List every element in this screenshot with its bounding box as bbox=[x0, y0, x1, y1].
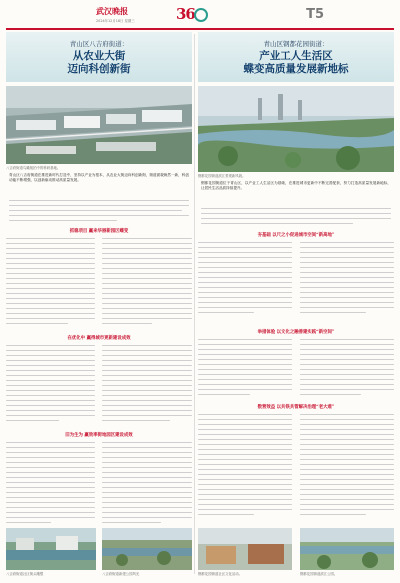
body-text-right-c bbox=[198, 339, 292, 399]
paper-name: 武汉晚报 bbox=[96, 6, 128, 16]
headline-line-2: 迈向科创新街 bbox=[67, 63, 131, 75]
body-text-left-e bbox=[6, 442, 95, 527]
bottom-caption-2: 八吉府街道新建公园风光 bbox=[102, 572, 140, 576]
photo-caption: 钢都花园街道滨江景观新风貌。 bbox=[198, 174, 246, 178]
headline-line-2: 蝶变高质量发展新地标 bbox=[243, 63, 349, 75]
headline-line-1: 产业工人生活区 bbox=[259, 50, 333, 62]
body-text-right-d bbox=[300, 339, 394, 399]
column-divider bbox=[194, 34, 195, 574]
riverside-photo-illustration bbox=[6, 528, 96, 570]
body-text-left-b bbox=[102, 238, 192, 328]
headline-box bbox=[198, 32, 394, 82]
body-text-right-a bbox=[198, 242, 292, 317]
body-text-right-b bbox=[300, 242, 394, 317]
aerial-photo bbox=[6, 86, 192, 164]
subhead-3: 旧为生为 赢效率街地园区建设成效 bbox=[65, 433, 133, 438]
subhead-3: 数营效益 以共铁共管解决治理“老大难” bbox=[257, 405, 335, 410]
headline-box bbox=[6, 32, 192, 82]
bottom-caption-1: 钢都花园街道社区文化活动。 bbox=[198, 572, 243, 576]
anniversary-mark: 36 bbox=[176, 5, 195, 23]
body-text-right-f bbox=[300, 414, 394, 519]
masthead bbox=[6, 4, 394, 30]
subhead-1: 夯基础 以尺之小促进城市空间“新高地” bbox=[257, 233, 335, 238]
bottom-photo-2 bbox=[102, 528, 192, 570]
subhead-2: 举措体验 以文化之融善建实践“新空间” bbox=[257, 330, 335, 335]
anniversary-ring-icon bbox=[194, 8, 208, 22]
photo-caption: 八吉府街道鸟瞰航拍中的科研基地。 bbox=[6, 166, 61, 170]
article-baijifu bbox=[6, 32, 192, 578]
park-photo-illustration bbox=[102, 528, 192, 570]
article-kicker: 青山区钢都花园街道： bbox=[263, 40, 329, 48]
body-text-left-f bbox=[102, 442, 192, 527]
lead-text-block bbox=[201, 208, 391, 228]
article-lead: 钢都花园街道位于青山区，以产业工人生活区为基础，在推进城市更新中不断完善配套，努力打造高质量发展新地标，让居民生活品质持续提升。 bbox=[201, 181, 391, 191]
body-text-right-e bbox=[198, 414, 292, 519]
bottom-photo-1 bbox=[198, 528, 292, 570]
community-photo-illustration bbox=[198, 528, 292, 570]
bottom-caption-2: 钢都花园街道滨江公园。 bbox=[300, 572, 338, 576]
subhead-2: 在优化中 赢得城市更新建设成效 bbox=[67, 336, 131, 341]
article-gangdu bbox=[198, 32, 394, 578]
riverside-park-photo-illustration bbox=[300, 528, 394, 570]
body-text-left-d bbox=[102, 345, 192, 425]
article-kicker: 青山区八吉府街道： bbox=[69, 40, 129, 48]
subhead-1: 抓稳项目 赢来华丽新园区蝶变 bbox=[69, 229, 129, 234]
body-text-left-a bbox=[6, 238, 95, 328]
issue-date: 2024年12月18日 星期三 bbox=[96, 19, 135, 23]
article-lead: 青山区八吉府街道在推进新时代打造中，坚持以产业为根本，从农业大街迈向科创新街，街道面貌焕然一新，科创动能不断增强，以创新驱动推动高质量发展。 bbox=[9, 173, 189, 183]
section-badge: T5 bbox=[306, 7, 324, 22]
headline-line-1: 从农业大街 bbox=[72, 50, 126, 62]
aerial-photo-illustration bbox=[6, 86, 192, 164]
bottom-photo-2 bbox=[300, 528, 394, 570]
bottom-photo-1 bbox=[6, 528, 96, 570]
bottom-caption-1: 八吉府街道社区街头雕塑 bbox=[6, 572, 44, 576]
riverfront-photo bbox=[198, 86, 394, 172]
body-text-left-c bbox=[6, 345, 95, 425]
lead-text-block bbox=[9, 200, 189, 225]
riverfront-photo-illustration bbox=[198, 86, 394, 172]
